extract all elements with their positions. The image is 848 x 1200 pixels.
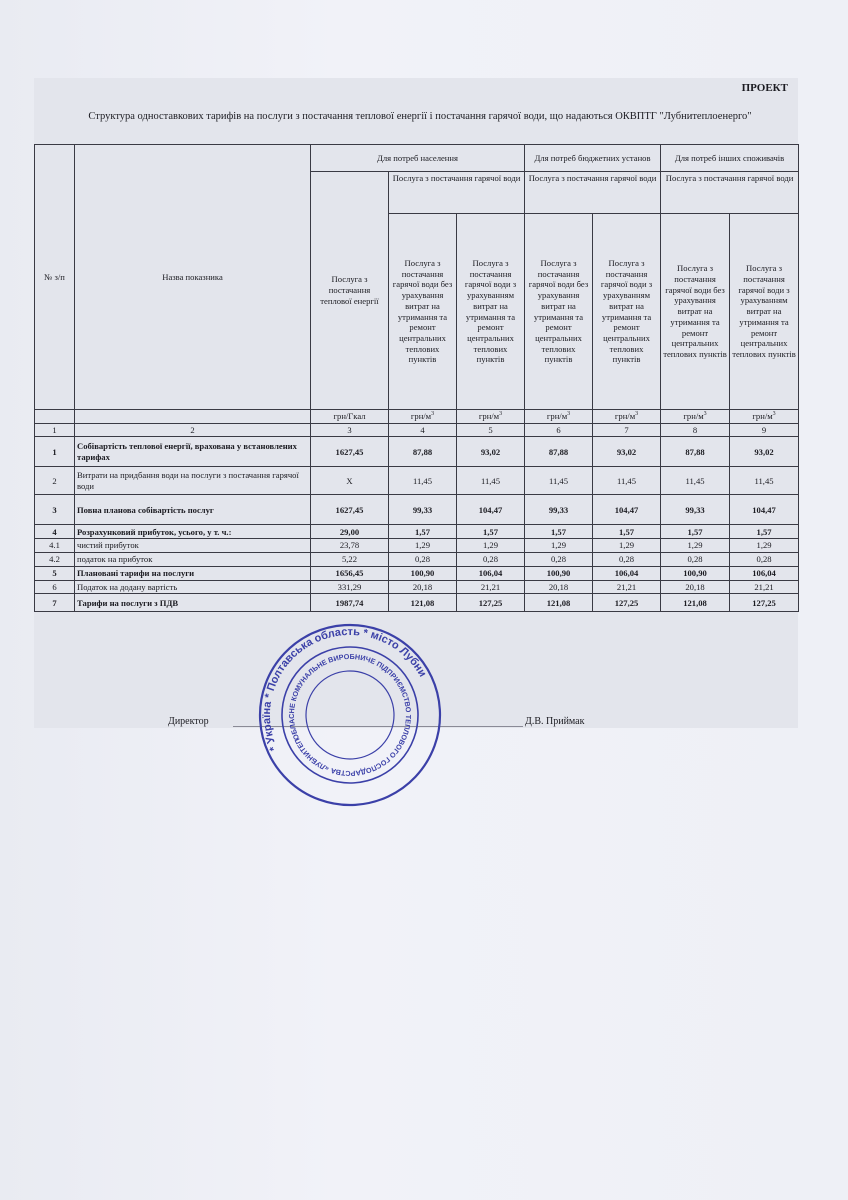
row-value: 11,45 [593,467,661,495]
stamp-inner-text: ОБЛАСНЕ КОМУНАЛЬНЕ ВИРОБНИЧЕ ПІДПРИЄМСТВО ТЕПЛОВОГО ГОСПОДАРСТВА «ЛУБНИТЕПЛОЕНЕРГО» [286,651,414,779]
row-value: 1,29 [730,539,799,553]
column-number: 1 [35,423,75,437]
column-numbers-row [35,423,799,437]
row-value: 20,18 [525,580,593,594]
row-indicator-name: Собівартість теплової енергії, врахована у встановлених тарифах [75,437,311,467]
header-hot-water-population: Послуга з постачання гарячої води [389,172,525,214]
table-row [35,553,799,567]
row-value: 11,45 [661,467,730,495]
unit-cell [35,410,75,424]
column-number: 2 [75,423,311,437]
unit-water: грн/$м^3$ [525,410,593,424]
row-value: 331,29 [311,580,389,594]
row-value: 20,18 [389,580,457,594]
unit-heat: грн/Гкал [311,410,389,424]
row-number: 4 [35,525,75,539]
header-hot-water-budget: Послуга з постачання гарячої води [525,172,661,214]
row-value: 1656,45 [311,566,389,580]
row-value: 100,90 [389,566,457,580]
row-value: 87,88 [389,437,457,467]
document-title: Структура одноставкових тарифів на послуги з постачання теплової енергії і постачання гарячої води, що надаються ОКВПТГ "Лубнитеплоенерго" [88,111,752,122]
row-number: 4.2 [35,553,75,567]
row-value: 1,29 [457,539,525,553]
unit-water: грн/$м^3$ [730,410,799,424]
row-value: 99,33 [525,495,593,525]
row-value: 20,18 [661,580,730,594]
unit-water: грн/$м^3$ [389,410,457,424]
row-value: 29,00 [311,525,389,539]
row-value: 106,04 [593,566,661,580]
row-value: 104,47 [730,495,799,525]
header-hw-without-population: Послуга з постачання гарячої води без урахування витрат на утримання та ремонт центральних теплових пунктів [389,214,457,410]
row-value: 93,02 [730,437,799,467]
column-number: 7 [593,423,661,437]
table-row [35,525,799,539]
row-value: 93,02 [593,437,661,467]
row-number: 1 [35,437,75,467]
column-number: 8 [661,423,730,437]
table-row [35,594,799,612]
header-hw-without-other: Послуга з постачання гарячої води без урахування витрат на утримання та ремонт центральних теплових пунктів [661,214,730,410]
row-value: 0,28 [730,553,799,567]
header-hw-with-budget: Послуга з постачання гарячої води з урахуванням витрат на утримання та ремонт центральних теплових пунктів [593,214,661,410]
table-row [35,467,799,495]
table-row [35,437,799,467]
row-value: 93,02 [457,437,525,467]
row-value: Х [311,467,389,495]
header-hw-without-budget: Послуга з постачання гарячої води без урахування витрат на утримання та ремонт центральних теплових пунктів [525,214,593,410]
row-value: 11,45 [730,467,799,495]
row-value: 1987,74 [311,594,389,612]
row-number: 5 [35,566,75,580]
header-group-other: Для потреб інших споживачів [661,145,799,172]
column-number: 6 [525,423,593,437]
row-value: 21,21 [457,580,525,594]
row-value: 127,25 [457,594,525,612]
row-number: 4.1 [35,539,75,553]
row-value: 11,45 [457,467,525,495]
row-value: 5,22 [311,553,389,567]
row-value: 99,33 [661,495,730,525]
row-value: 106,04 [457,566,525,580]
director-name: Д.В. Приймак [525,716,585,727]
row-indicator-name: Витрати на придбання води на послуги з постачання гарячої води [75,467,311,495]
row-indicator-name: податок на прибуток [75,553,311,567]
row-value: 106,04 [730,566,799,580]
column-number: 9 [730,423,799,437]
row-indicator-name: чистий прибуток [75,539,311,553]
row-value: 0,28 [661,553,730,567]
header-group-budget: Для потреб бюджетних установ [525,145,661,172]
table-row [35,566,799,580]
table-row [35,580,799,594]
row-value: 104,47 [457,495,525,525]
row-value: 127,25 [593,594,661,612]
header-group-population: Для потреб населення [311,145,525,172]
header-heat-service: Послуга з постачання теплової енергії [311,172,389,410]
table-row [35,495,799,525]
row-value: 121,08 [389,594,457,612]
unit-water: грн/$м^3$ [593,410,661,424]
row-value: 87,88 [661,437,730,467]
units-row [35,410,799,424]
row-value: 99,33 [389,495,457,525]
row-number: 3 [35,495,75,525]
row-indicator-name: Плановані тарифи на послуги [75,566,311,580]
row-value: 23,78 [311,539,389,553]
stamp-outer-text: * Україна * Полтавська область * місто Лубни [260,625,429,753]
row-value: 0,28 [389,553,457,567]
row-value: 1,57 [593,525,661,539]
table-body [35,437,799,612]
unit-cell [75,410,311,424]
row-value: 21,21 [730,580,799,594]
header-hw-with-population: Послуга з постачання гарячої води з урахуванням витрат на утримання та ремонт центральних теплових пунктів [457,214,525,410]
row-value: 1,57 [661,525,730,539]
row-value: 21,21 [593,580,661,594]
row-value: 100,90 [525,566,593,580]
row-value: 121,08 [661,594,730,612]
row-value: 1,57 [525,525,593,539]
row-value: 11,45 [389,467,457,495]
column-number: 5 [457,423,525,437]
row-value: 87,88 [525,437,593,467]
row-value: 121,08 [525,594,593,612]
header-hw-with-other: Послуга з постачання гарячої води з урахуванням витрат на утримання та ремонт центральних теплових пунктів [730,214,799,410]
row-value: 1627,45 [311,495,389,525]
row-number: 2 [35,467,75,495]
column-number: 4 [389,423,457,437]
row-value: 0,28 [593,553,661,567]
tariff-structure-table [34,144,799,612]
row-indicator-name: Податок на додану вартість [75,580,311,594]
header-indicator-name: Назва показника [75,145,311,410]
row-indicator-name: Тарифи на послуги з ПДВ [75,594,311,612]
row-value: 1,29 [593,539,661,553]
row-number: 6 [35,580,75,594]
row-value: 127,25 [730,594,799,612]
row-indicator-name: Повна планова собівартість послуг [75,495,311,525]
unit-water: грн/$м^3$ [661,410,730,424]
row-value: 11,45 [525,467,593,495]
row-value: 1,57 [389,525,457,539]
director-label: Директор [168,716,209,727]
official-stamp [255,620,445,810]
row-indicator-name: Розрахунковий прибуток, усього, у т. ч.: [75,525,311,539]
header-number: № з/п [35,145,75,410]
table-row [35,539,799,553]
row-value: 0,28 [525,553,593,567]
unit-water: грн/$м^3$ [457,410,525,424]
row-value: 1627,45 [311,437,389,467]
row-number: 7 [35,594,75,612]
row-value: 1,29 [525,539,593,553]
row-value: 100,90 [661,566,730,580]
header-hot-water-other: Послуга з постачання гарячої води [661,172,799,214]
row-value: 1,57 [457,525,525,539]
row-value: 1,29 [661,539,730,553]
row-value: 0,28 [457,553,525,567]
row-value: 1,57 [730,525,799,539]
row-value: 104,47 [593,495,661,525]
row-value: 1,29 [389,539,457,553]
column-number: 3 [311,423,389,437]
project-label: ПРОЕКТ [741,82,788,94]
